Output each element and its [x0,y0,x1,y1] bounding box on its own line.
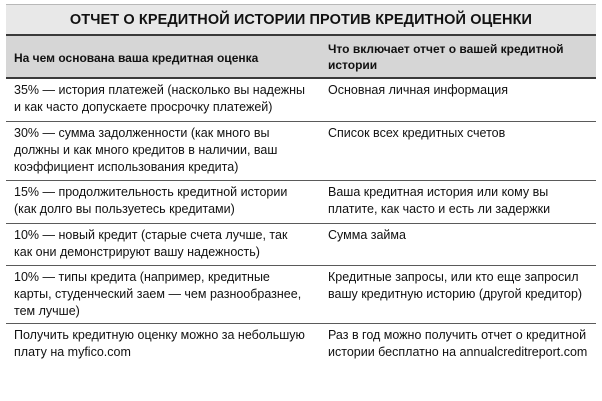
cell-score-factor: 35% — история платежей (насколько вы надежны и как часто допускаете просрочку платежей) [6,78,312,121]
table-row [6,323,596,366]
table-row [6,265,596,323]
cell-score-factor: 10% — новый кредит (старые счета лучше, так как они демонстрируют вашу надежность) [6,223,312,265]
cell-score-factor: 10% — типы кредита (например, кредитные карты, студенческий заем — чем разнообразнее, тем лучше) [6,265,312,323]
table-row [6,78,596,121]
table-row [6,121,596,180]
header-credit-report-contents: Что включает отчет о вашей кредитной истории [312,35,596,78]
cell-report-item: Кредитные запросы, или кто еще запросил вашу кредитную историю (другой кредитор) [312,265,596,323]
table-row [6,180,596,223]
table-header-row [6,35,596,78]
cell-report-source: Раз в год можно получить отчет о кредитной истории бесплатно на annualcreditreport.com [328,327,588,359]
cell-report-item: Ваша кредитная история или кому вы платите, как часто и есть ли задержки [312,180,596,223]
table-row [6,223,596,265]
header-credit-score-basis: На чем основана ваша кредитная оценка [6,35,312,78]
cell-score-factor: 15% — продолжительность кредитной истории (как долго вы пользуетесь кредитами) [6,180,312,223]
cell-score-source: Получить кредитную оценку можно за небольшую плату на myfico.com [14,327,305,359]
cell-report-item: Список всех кредитных счетов [312,121,596,180]
cell-report-item: Основная личная информация [312,78,596,121]
cell-report-item: Сумма займа [312,223,596,265]
comparison-table [6,34,596,366]
cell-score-factor: 30% — сумма задолженности (как много вы должны и как много кредитов в наличии, ваш коэффициент использования кредита) [6,121,312,180]
table-title: ОТЧЕТ О КРЕДИТНОЙ ИСТОРИИ ПРОТИВ КРЕДИТНОЙ ОЦЕНКИ [6,4,596,34]
